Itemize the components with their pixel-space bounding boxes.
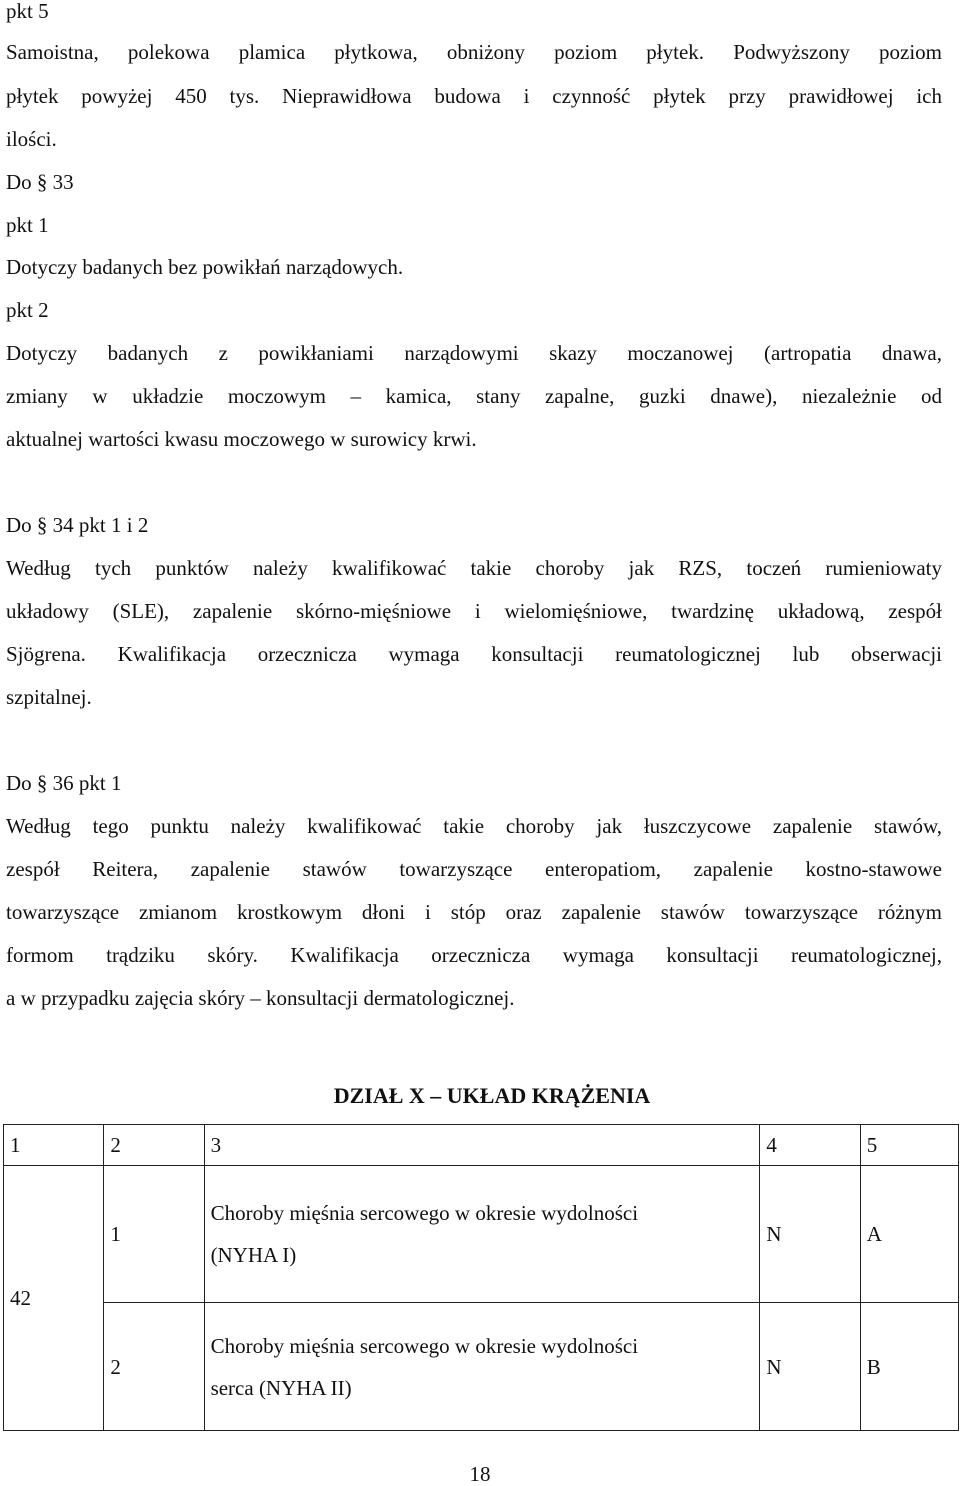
page-number: 18	[469, 1462, 491, 1486]
paragraph-line: układowy (SLE), zapalenie skórno-mięśniowe i wielomięśniowe, twardzinę układową, zespół	[6, 599, 942, 623]
classification-table	[3, 1124, 959, 1431]
paragraph-label: pkt 1	[6, 213, 49, 237]
paragraph-line: szpitalnej.	[6, 685, 92, 709]
paragraph-line: Dotyczy badanych bez powikłań narządowych.	[6, 255, 404, 279]
table-header-cell: 4	[760, 1125, 860, 1166]
item-number-cell: 1	[104, 1166, 204, 1303]
table-header-cell: 1	[4, 1125, 104, 1166]
category-cell: N	[760, 1303, 860, 1431]
section-reference: Do § 36 pkt 1	[6, 771, 122, 795]
paragraph-line: płytek powyżej 450 tys. Nieprawidłowa budowa i czynność płytek przy prawidłowej ich	[6, 84, 942, 108]
paragraph-label: pkt 2	[6, 298, 49, 322]
paragraph-line: Dotyczy badanych z powikłaniami narządowymi skazy moczanowej (artropatia dnawa,	[6, 341, 942, 365]
paragraph-label: pkt 5	[6, 0, 49, 23]
paragraph-line: ilości.	[6, 127, 57, 151]
paragraph-line: aktualnej wartości kwasu moczowego w surowicy krwi.	[6, 427, 477, 451]
table-row	[4, 1166, 959, 1303]
category-cell: A	[860, 1166, 958, 1303]
table-header-cell: 2	[104, 1125, 204, 1166]
paragraph-line: Sjögrena. Kwalifikacja orzecznicza wymaga konsultacji reumatologicznej lub obserwacji	[6, 642, 942, 666]
category-cell: N	[760, 1166, 860, 1303]
paragraph-line: zespół Reitera, zapalenie stawów towarzyszące enteropatiom, zapalenie kostno-stawowe	[6, 857, 942, 881]
paragraph-line: Według tego punktu należy kwalifikować takie choroby jak łuszczycowe zapalenie stawów,	[6, 814, 942, 838]
description-line: serca (NYHA II)	[210, 1375, 352, 1400]
section-title	[0, 1082, 960, 1110]
table-row	[4, 1303, 959, 1431]
description-line: Choroby mięśnia sercowego w okresie wydolności	[210, 1201, 639, 1225]
paragraph-line: Według tych punktów należy kwalifikować takie choroby jak RZS, toczeń rumieniowaty	[6, 556, 942, 580]
description-line: (NYHA I)	[210, 1243, 297, 1267]
paragraph-line: formom trądziku skóry. Kwalifikacja orzecznicza wymaga konsultacji reumatologicznej,	[6, 943, 942, 967]
paragraph-line: zmiany w układzie moczowym – kamica, stany zapalne, guzki dnawe), niezależnie od	[6, 384, 942, 408]
item-number-cell: 2	[104, 1303, 204, 1431]
paragraph-line: Samoistna, polekowa plamica płytkowa, obniżony poziom płytek. Podwyższony poziom	[6, 40, 942, 64]
paragraph-line: a w przypadku zajęcia skóry – konsultacji dermatologicznej.	[6, 986, 515, 1010]
description-line: Choroby mięśnia sercowego w okresie wydolności	[210, 1333, 639, 1358]
paragraph-line: towarzyszące zmianom krostkowym dłoni i stóp oraz zapalenie stawów towarzyszące różnym	[6, 900, 942, 924]
table-header-row	[4, 1125, 959, 1166]
section-reference: Do § 34 pkt 1 i 2	[6, 513, 149, 537]
description-cell	[204, 1303, 760, 1431]
section-title-text: DZIAŁ X – UKŁAD KRĄŻENIA	[333, 1083, 651, 1108]
table-header-cell: 3	[204, 1125, 760, 1166]
category-cell: B	[860, 1303, 958, 1431]
section-reference: Do § 33	[6, 170, 74, 194]
group-number-cell: 42	[4, 1166, 104, 1431]
table-header-cell: 5	[860, 1125, 958, 1166]
description-cell	[204, 1166, 760, 1303]
